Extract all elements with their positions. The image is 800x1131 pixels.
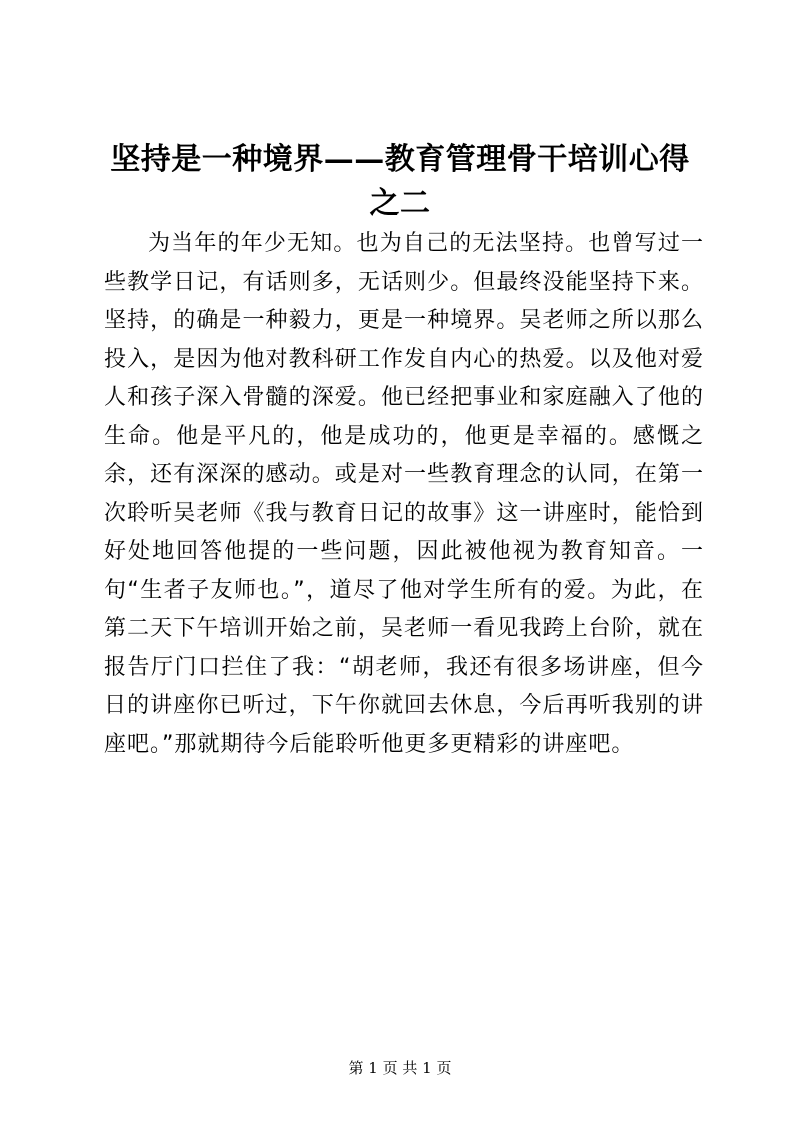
body-paragraph: 为当年的年少无知。也为自己的无法坚持。也曾写过一些教学日记，有话则多，无话则少。但最终没能坚持下来。坚持，的确是一种毅力，更是一种境界。吴老师之所以那么投入，是因为他对教科研工作发自内心的热爱。以及他对爱人和孩子深入骨髓的深爱。他已经把事业和家庭融入了他的生命。他是平凡的，他是成功的，他更是幸福的。感慨之余，还有深深的感动。或是对一些教育理念的认同，在第一次聆听吴老师《我与教育日记的故事》这一讲座时，能恰到好处地回答他提的一些问题，因此被他视为教育知音。一句“生者子友师也。”，道尽了他对学生所有的爱。为此，在第二天下午培训开始之前，吴老师一看见我跨上台阶，就在报告厅门口拦住了我：“胡老师，我还有很多场讲座，但今日的讲座你已听过，下午你就回去休息，今后再听我别的讲座吧。”那就期待今后能聆听他更多更精彩的讲座吧。 (104, 231, 704, 757)
page-footer: 第 1 页 共 1 页 (348, 1059, 452, 1077)
document-title: 坚持是一种境界——教育管理骨干培训心得之二 (110, 142, 690, 221)
